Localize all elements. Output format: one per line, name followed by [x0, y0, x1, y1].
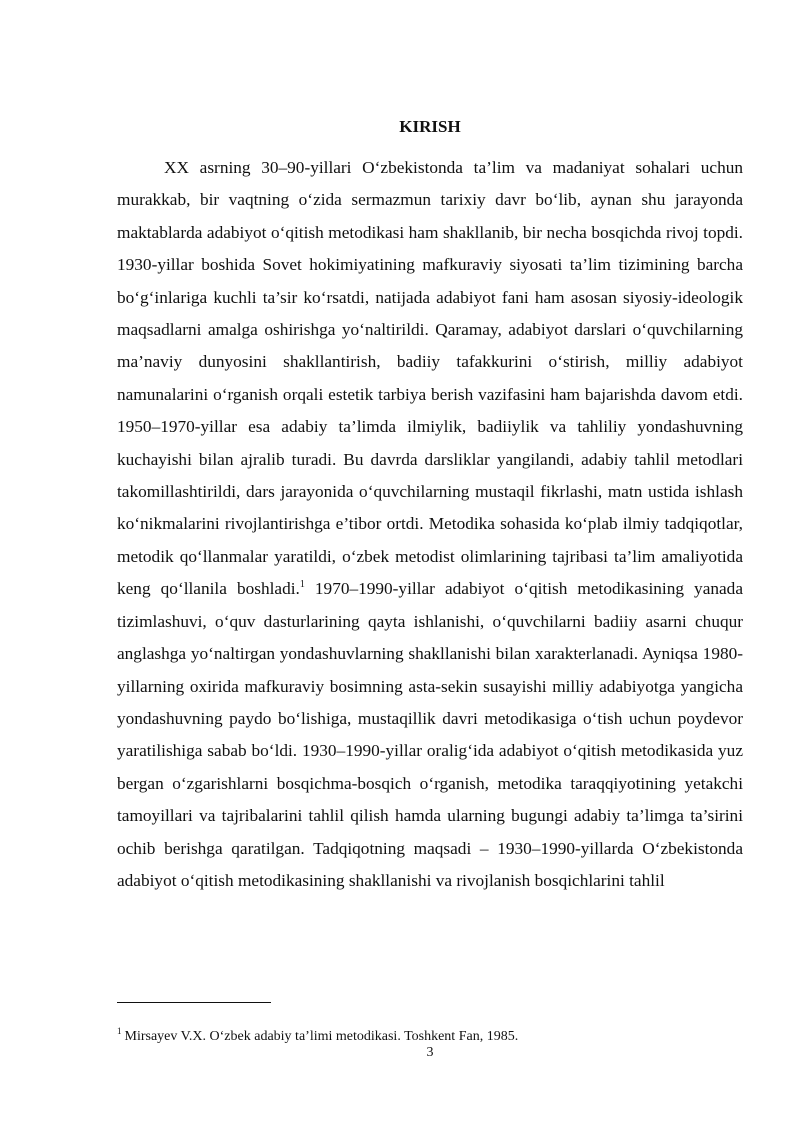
footnote-mark: 1: [117, 1026, 122, 1037]
body-paragraph: [117, 152, 743, 897]
body-text-part-2: 1970–1990-yillar adabiyot o‘qitish metodikasining yanada tizimlashuvi, o‘quv dasturlarining qayta ishlanishi, o‘quvchilarni badiiy asarni chuqur anglashga yo‘naltirgan yondashuvlarning shakllanishi bilan xarakterlanadi. Ayniqsa 1980-yillarning oxirida mafkuraviy bosimning asta-sekin susayishi milliy adabiyotga yangicha yondashuvning paydo bo‘lishiga, mustaqillik davri metodikasiga o‘tish uchun poydevor yaratilishiga sabab bo‘ldi. 1930–1990-yillar oralig‘ida adabiyot o‘qitish metodikasida yuz bergan o‘zgarishlarni bosqichma-bosqich o‘rganish, metodika taraqqiyotining yetakchi tamoyillari va tajribalarini tahlil qilish hamda ularning bugungi adabiy ta’limga ta’sirini ochib berishga qaratilgan. Tadqiqotning maqsadi – 1930–1990-yillarda O‘zbekistonda adabiyot o‘qitish metodikasining shakllanishi va rivojlanish bosqichlarini tahlil: [117, 579, 743, 890]
footnote-reference[interactable]: 1: [299, 579, 305, 591]
footnote-text: Mirsayev V.X. O‘zbek adabiy ta’limi metodikasi. Toshkent Fan, 1985.: [124, 1029, 519, 1044]
footnote-separator: [117, 1002, 271, 1003]
body-text-part-1: XX asrning 30–90-yillari O‘zbekistonda ta’lim va madaniyat sohalari uchun murakkab, bir vaqtning o‘zida sermazmun tarixiy davr bo‘lib, aynan shu jarayonda maktablarda adabiyot o‘qitish metodikasi ham shakllanib, bir necha bosqichda rivoj topdi. 1930-yillar boshida Sovet hokimiyatining mafkuraviy siyosati ta’lim tizimining barcha bo‘g‘inlariga kuchli ta’sir ko‘rsatdi, natijada adabiyot fani ham asosan siyosiy-ideologik maqsadlarni amalga oshirishga yo‘naltirildi. Qaramay, adabiyot darslari o‘quvchilarning ma’naviy dunyosini shakllantirish, badiiy tafakkurini o‘stirish, milliy adabiyot namunalarini o‘rganish orqali estetik tarbiya berish vazifasini ham bajarishda davom etdi. 1950–1970-yillar esa adabiy ta’limda ilmiylik, badiiylik va tahliliy yondashuvning kuchayishi bilan ajralib turadi. Bu davrda darsliklar yangilandi, adabiy tahlil metodlari takomillashtirildi, dars jarayonida o‘quvchilarning mustaqil fikrlashi, matn ustida ishlash ko‘nikmalarini rivojlantirishga e’tibor ortdi. Metodika sohasida ko‘plab ilmiy tadqiqotlar, metodik qo‘llanmalar yaratildi, o‘zbek metodist olimlarining tajribasi ta’lim amaliyotida keng qo‘llanila boshladi.: [117, 158, 743, 599]
page-number: 3: [426, 1045, 434, 1060]
section-heading: KIRISH: [399, 117, 461, 136]
